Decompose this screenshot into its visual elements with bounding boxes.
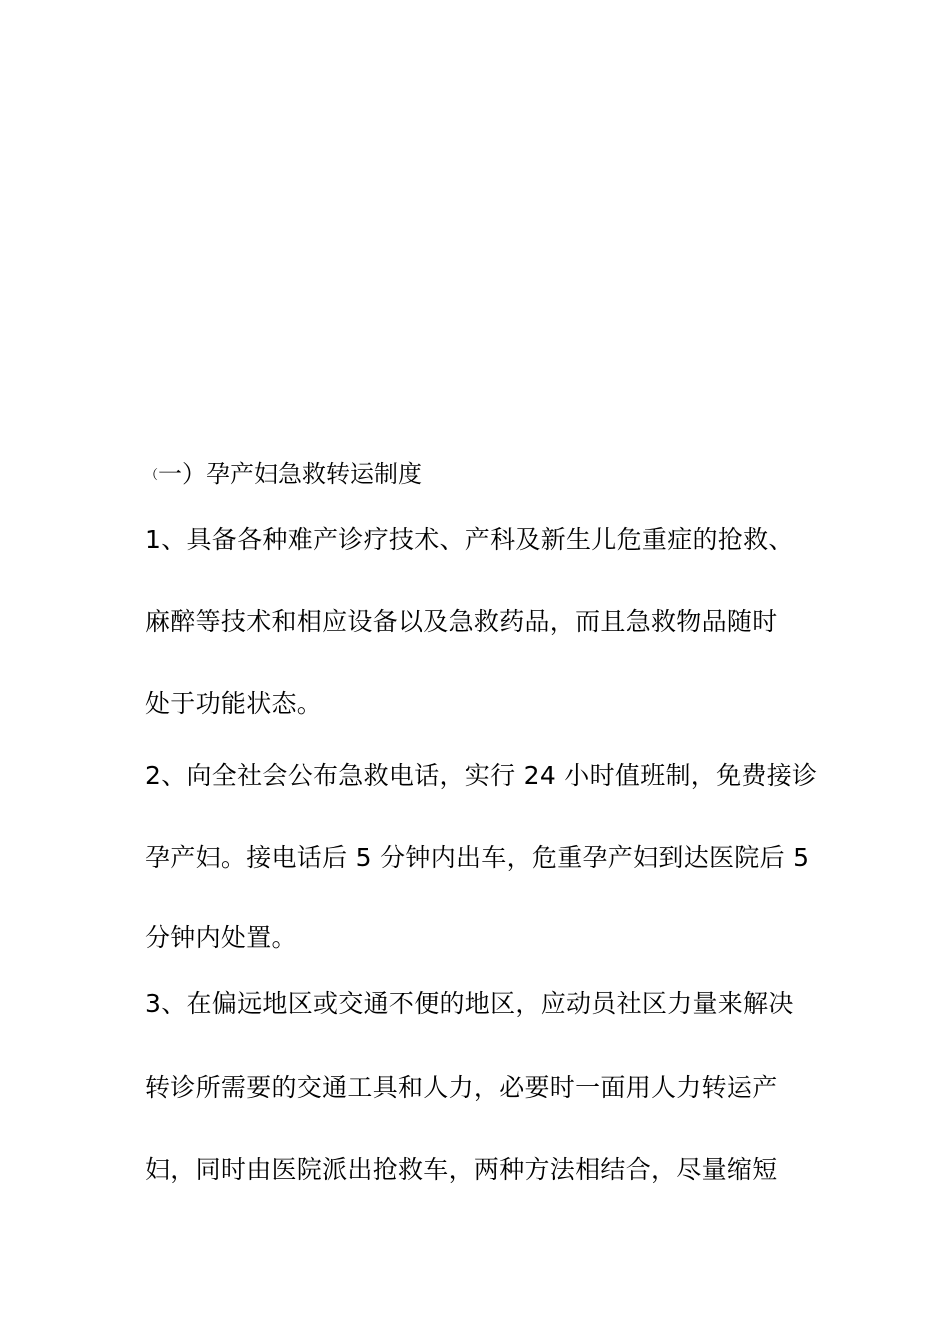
paragraph-line: 3、在偏远地区或交通不便的地区，应动员社区力量来解决 [145, 989, 794, 1018]
paragraph-line: 2、向全社会公布急救电话，实行 24 小时值班制，免费接诊 [145, 761, 818, 790]
paragraph-line: 处于功能状态。 [145, 689, 323, 718]
paragraph-line: 麻醉等技术和相应设备以及急救药品，而且急救物品随时 [145, 607, 778, 636]
heading-text: 一）孕产妇急救转运制度 [158, 460, 423, 488]
paragraph-line: 孕产妇。接电话后 5 分钟内出车，危重孕产妇到达医院后 5 [145, 843, 810, 872]
section-heading [145, 458, 422, 492]
paragraph-line: 分钟内处置。 [145, 923, 297, 952]
heading-open-paren: （ [145, 468, 159, 483]
paragraph-line: 转诊所需要的交通工具和人力，必要时一面用人力转运产 [145, 1073, 778, 1102]
paragraph-line: 妇，同时由医院派出抢救车，两种方法相结合，尽量缩短 [145, 1155, 778, 1184]
paragraph-line: 1、具备各种难产诊疗技术、产科及新生儿危重症的抢救、 [145, 525, 794, 554]
